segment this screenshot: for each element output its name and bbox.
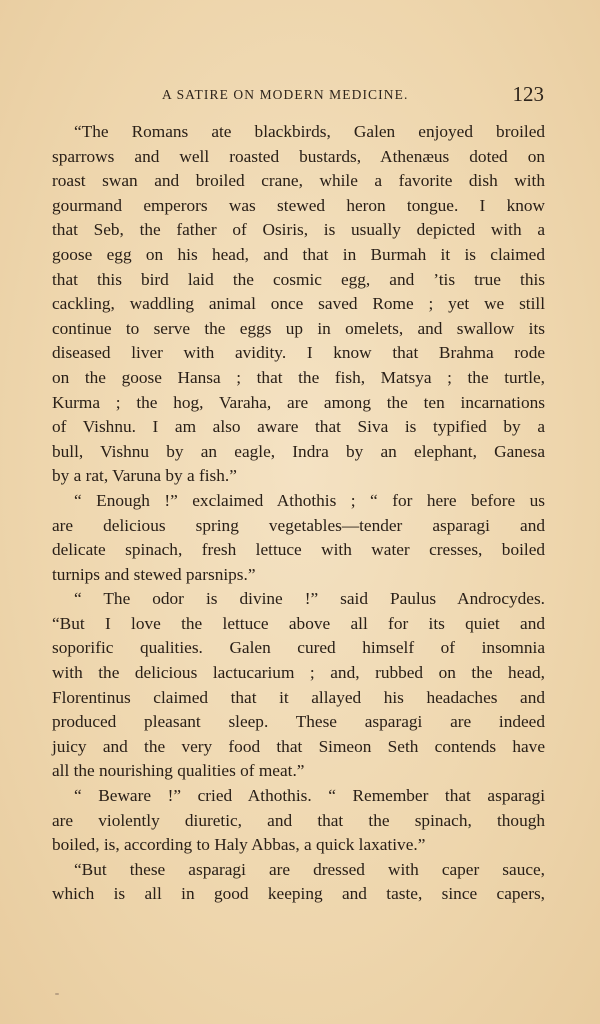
- text-line: delicate spinach, fresh lettuce with water cresses, boiled: [52, 540, 545, 560]
- text-line: Kurma ; the hog, Varaha, are among the ten incarnations: [52, 392, 545, 412]
- text-line: that this bird laid the cosmic egg, and ’tis true this: [52, 269, 545, 289]
- text-line: of Vishnu. I am also aware that Siva is typified by a: [52, 417, 545, 437]
- text-line: which is all in good keeping and taste, since capers,: [52, 884, 545, 904]
- text-line: Florentinus claimed that it allayed his headaches and: [52, 687, 545, 707]
- text-line: produced pleasant sleep. These asparagi are indeed: [52, 712, 545, 732]
- text-line: boiled, is, according to Haly Abbas, a quick laxative.”: [52, 835, 426, 855]
- text-line: turnips and stewed parsnips.”: [52, 564, 256, 584]
- text-line: are violently diuretic, and that the spinach, though: [52, 810, 545, 830]
- text-line: diseased liver with avidity. I know that Brahma rode: [52, 343, 545, 363]
- text-line: “ The odor is divine !” said Paulus Androcydes.: [74, 589, 545, 609]
- text-line: on the goose Hansa ; that the fish, Matsya ; the turtle,: [52, 367, 545, 387]
- text-line: soporific qualities. Galen cured himself of insomnia: [52, 638, 545, 658]
- text-line: with the delicious lactucarium ; and, rubbed on the head,: [52, 663, 545, 683]
- body-text: [52, 120, 545, 907]
- text-line: continue to serve the eggs up in omelets, and swallow its: [52, 318, 545, 338]
- text-line: “ Enough !” exclaimed Athothis ; “ for here before us: [74, 490, 545, 510]
- text-line: are delicious spring vegetables—tender asparagi and: [52, 515, 545, 535]
- text-line: that Seb, the father of Osiris, is usually depicted with a: [52, 220, 545, 240]
- text-line: “The Romans ate blackbirds, Galen enjoyed broiled: [74, 122, 545, 141]
- text-line: juicy and the very food that Simeon Seth contends have: [52, 736, 545, 756]
- text-line: sparrows and well roasted bustards, Athenæus doted on: [52, 146, 545, 166]
- text-line: “But these asparagi are dressed with caper sauce,: [74, 859, 545, 879]
- text-line: “But I love the lettuce above all for its quiet and: [52, 613, 545, 633]
- running-title: A SATIRE ON MODERN MEDICINE.: [162, 87, 409, 102]
- paper-speck: [55, 993, 59, 995]
- text-line: gourmand emperors was stewed heron tongue. I know: [52, 195, 545, 215]
- text-line: by a rat, Varuna by a fish.”: [52, 466, 237, 486]
- text-line: goose egg on his head, and that in Burmah it is claimed: [52, 244, 545, 264]
- text-line: “ Beware !” cried Athothis. “ Remember that asparagi: [74, 786, 545, 806]
- text-line: cackling, waddling animal once saved Rome ; yet we still: [52, 294, 545, 314]
- text-line: bull, Vishnu by an eagle, Indra by an elephant, Ganesa: [52, 441, 545, 461]
- running-head: [52, 82, 548, 106]
- text-line: roast swan and broiled crane, while a favorite dish with: [52, 171, 545, 191]
- page-number: 123: [512, 82, 544, 106]
- text-line: all the nourishing qualities of meat.”: [52, 761, 305, 781]
